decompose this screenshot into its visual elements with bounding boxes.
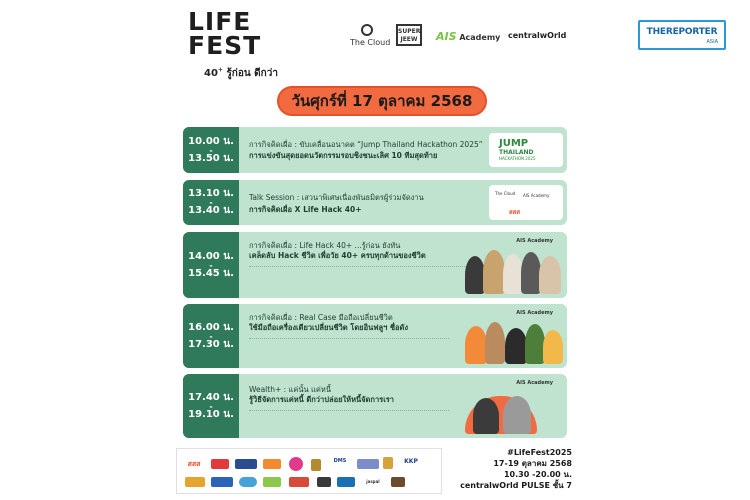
partner-logos-2 xyxy=(489,185,563,220)
speakers-list xyxy=(249,266,469,284)
speaker-photo xyxy=(543,330,563,364)
speakers-list xyxy=(249,410,449,426)
time-end: 17.30 น. xyxy=(188,338,234,350)
sponsor-dms: DMS xyxy=(333,458,347,464)
session-subtitle: รู้วิธีจัดการแค่หนี้ ดีกว่าปล่อยให้หนี้จัดการเรา xyxy=(249,395,395,404)
sponsor-jaspal: jaspal xyxy=(366,479,380,484)
event-info xyxy=(460,447,572,491)
sponsor-logo xyxy=(263,459,281,469)
session-subtitle: การกิจคิดเผื่อ X Life Hack 40+ xyxy=(249,205,362,214)
session-subtitle: การแข่งขันสุดยอดนวัตกรรมรอบชิงชนะเลิศ 10 ทีมสุดท้าย xyxy=(249,151,438,160)
session-row-1 xyxy=(183,127,567,173)
time-start: 13.10 น. xyxy=(188,188,234,199)
reporter-title: THEREPORTER xyxy=(646,27,718,37)
time-end: 13.50 น. xyxy=(188,152,234,164)
logo-subtitle xyxy=(204,66,278,81)
sponsor-logo xyxy=(311,459,321,471)
ais-academy-logo xyxy=(436,30,500,43)
sponsor-logo xyxy=(239,477,257,487)
speaker-photo xyxy=(539,256,561,294)
speaker-photo xyxy=(483,250,505,294)
sponsor-logo xyxy=(185,477,205,487)
partner-ais: AIS Academy xyxy=(516,310,553,316)
session-title: การกิจคิดเผื่อ : Life Hack 40+ ...รู้ก่อน ยังทัน xyxy=(249,241,401,250)
speaker-photo xyxy=(473,398,499,434)
super-jeew-logo xyxy=(396,24,422,46)
partner-ais: AIS Academy xyxy=(516,380,553,386)
sponsor-logos-box xyxy=(176,448,442,494)
logo-sub-text: รู้ก่อน ดีกว่า xyxy=(226,68,278,79)
date-banner xyxy=(277,86,487,116)
session-time-1: 10.00 น. - 13.50 น. xyxy=(183,127,239,173)
reporter-sub: ASIA xyxy=(706,39,718,45)
time-end: 19.10 น. xyxy=(188,408,234,420)
sponsor-logo xyxy=(357,459,379,469)
session-time-5: 17.40 น. - 19.10 น. xyxy=(183,374,239,438)
logo-line-2: FEST xyxy=(188,31,262,60)
sponsor-logo xyxy=(391,477,405,487)
speaker-photo xyxy=(503,254,523,294)
header-sponsors xyxy=(350,24,580,48)
super-line-1: SUPER xyxy=(398,28,421,35)
logo-sub-num: 40 xyxy=(204,68,218,79)
sponsor-logo xyxy=(211,459,229,469)
partner-ais: AIS Academy xyxy=(523,193,550,198)
speaker-photo xyxy=(485,322,505,364)
speaker-photo xyxy=(465,326,487,364)
sponsor-logo xyxy=(289,477,309,487)
session-row-4 xyxy=(183,304,567,368)
session-title: Talk Session : เสวนาพิเศษเนื่องพันธมิตรผู้ร่วมจัดงาน xyxy=(249,193,424,202)
sponsor-logo xyxy=(211,477,233,487)
speaker-photo xyxy=(465,256,485,294)
speaker-photo xyxy=(503,396,531,434)
partner-thailand: THAILAND xyxy=(499,149,534,156)
logo-line-1: LIFE xyxy=(188,7,252,36)
session-subtitle: ใช้มือถือเครื่องเดียวเปลี่ยนชีวิต โดยอินฟลูฯ ชื่อดัง xyxy=(249,323,409,332)
session-time-4: 16.00 น. - 17.30 น. xyxy=(183,304,239,368)
partner-ais: AIS Academy xyxy=(516,238,553,244)
session-row-3 xyxy=(183,232,567,298)
sponsor-logo xyxy=(317,477,331,487)
event-hours: 10.30 -20.00 น. xyxy=(503,470,572,479)
centralworld-logo: centralwOrld xyxy=(508,31,567,40)
speaker-photo xyxy=(521,252,541,294)
date-banner-text: วันศุกร์ที่ 17 ตุลาคม 2568 xyxy=(291,92,473,110)
speakers-list xyxy=(249,338,449,354)
session-time-2: 13.10 น. - 13.40 น. xyxy=(183,180,239,225)
partner-sss: สสส xyxy=(509,209,520,216)
time-start: 14.00 น. xyxy=(188,250,234,262)
sponsor-kkp: KKP xyxy=(404,458,418,465)
speaker-photo xyxy=(505,328,527,364)
sponsor-logo xyxy=(337,477,355,487)
time-start: 17.40 น. xyxy=(188,391,234,403)
session-row-5 xyxy=(183,374,567,438)
the-cloud-logo xyxy=(350,24,391,47)
time-end: 13.40 น. xyxy=(188,205,234,216)
session-time-3: 14.00 น. - 15.45 น. xyxy=(183,232,239,298)
sponsor-logo xyxy=(263,477,281,487)
sponsor-logo xyxy=(383,457,393,469)
time-start: 10.00 น. xyxy=(188,135,234,147)
speaker-photo xyxy=(525,324,545,364)
ais-text: Academy xyxy=(459,33,501,42)
session-row-2 xyxy=(183,180,567,225)
partner-jump: JUMP xyxy=(499,138,529,149)
session-subtitle: เคล็ดลับ Hack ชีวิต เพื่อวัย 40+ ครบทุกด้านของชีวิต xyxy=(249,251,426,260)
ais-mark: AIS xyxy=(436,30,457,43)
logo-sub-sup: + xyxy=(217,66,223,74)
event-venue: centralwOrld PULSE ชั้น 7 xyxy=(460,481,572,490)
session-title: การกิจคิดเผื่อ : ขับเคลื่อนอนาคต “Jump Thailand Hackathon 2025” xyxy=(249,140,483,149)
super-line-2: JEEW xyxy=(400,36,418,43)
life-fest-logo xyxy=(188,7,278,79)
time-start: 16.00 น. xyxy=(188,321,234,333)
jump-thailand-logo xyxy=(489,133,563,167)
the-reporter-logo xyxy=(638,20,726,50)
time-end: 15.45 น. xyxy=(188,267,234,279)
cloud-text: The Cloud xyxy=(350,38,391,47)
session-title: การกิจคิดเผื่อ : Real Case มือถือเปลี่ยนชีวิต xyxy=(249,313,393,322)
session-title: Wealth+ : แค่นั้น แค่หนี้ xyxy=(249,385,331,394)
partner-hackathon: HACKATHON 2025 xyxy=(499,156,536,161)
event-dates: 17-19 ตุลาคม 2568 xyxy=(493,459,572,468)
cloud-ring-icon xyxy=(361,24,373,36)
partner-cloud: The Cloud xyxy=(495,191,516,196)
sponsor-logo xyxy=(289,457,303,471)
event-hashtag: #LifeFest2025 xyxy=(507,448,572,457)
sponsor-logo xyxy=(235,459,257,469)
sponsor-sss: สสส xyxy=(187,460,201,468)
event-poster xyxy=(170,0,580,500)
